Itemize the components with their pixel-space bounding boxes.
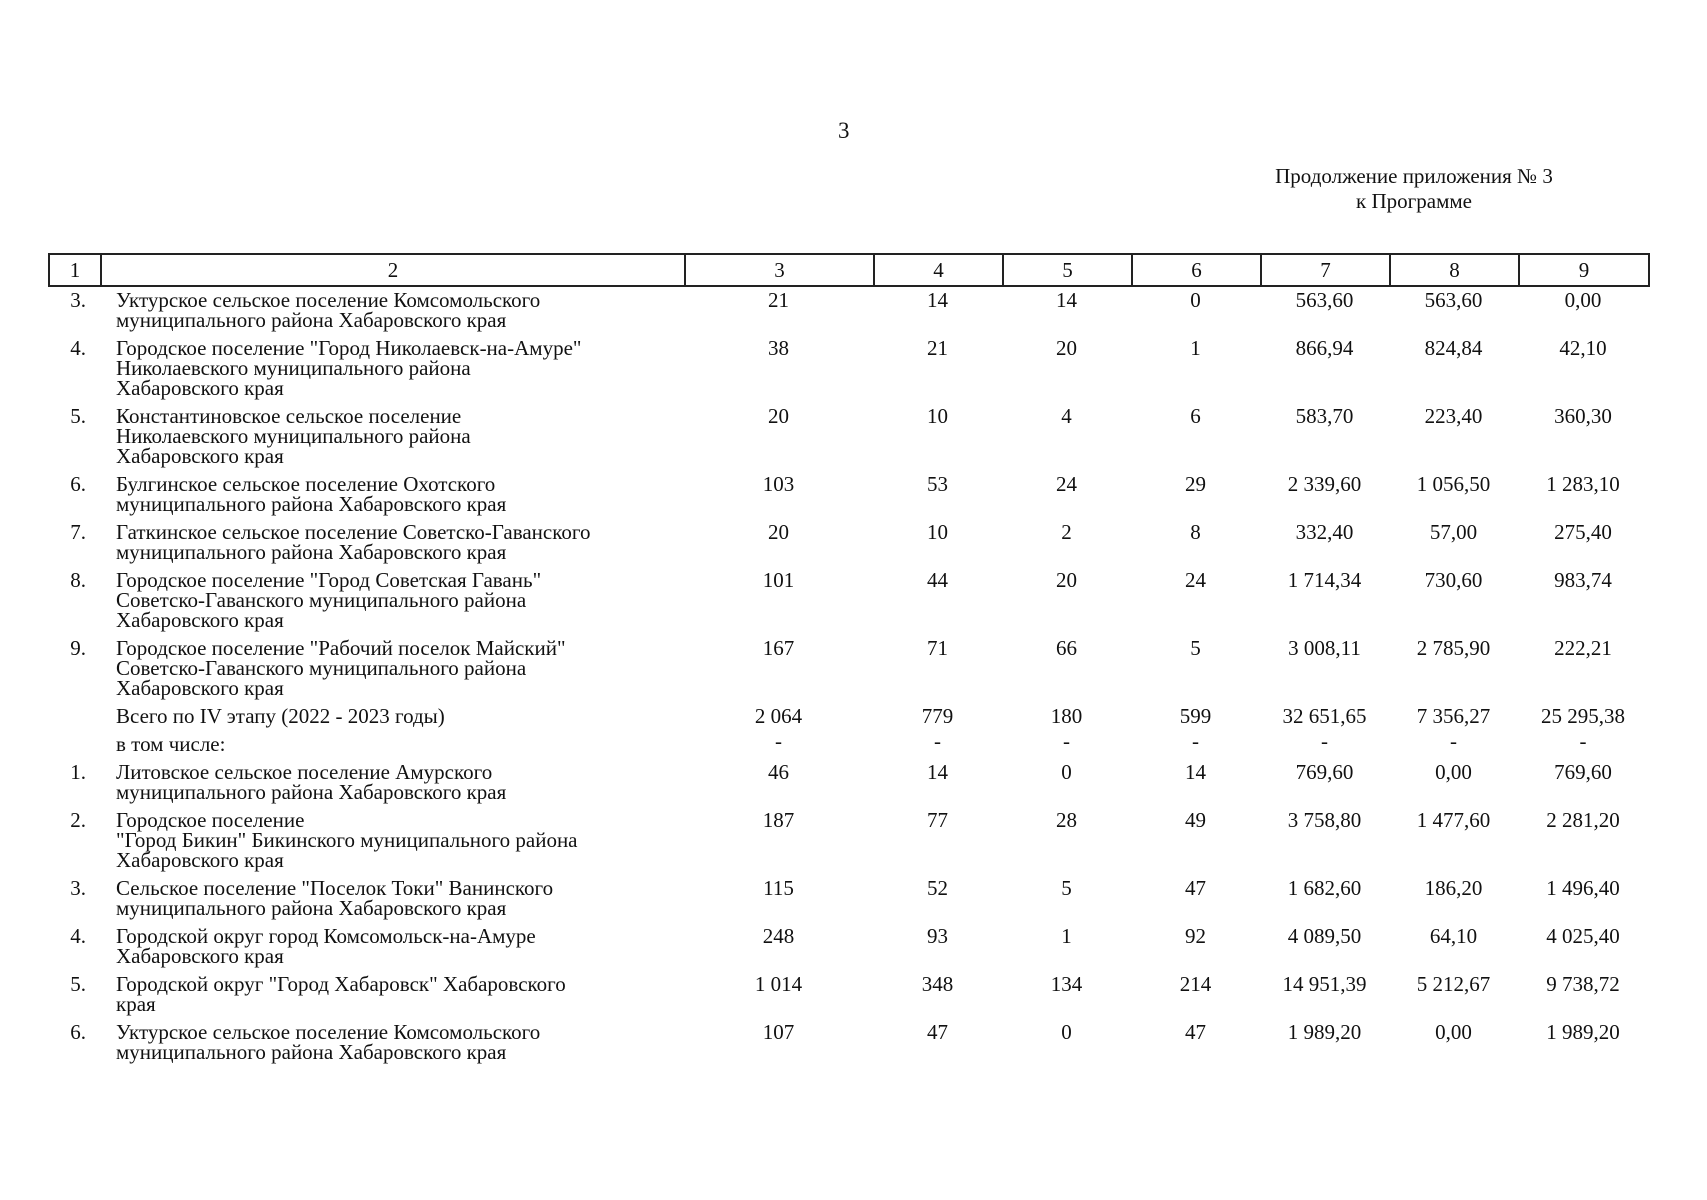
- table-row: [48, 570, 1648, 638]
- appendix-note-line2: к Программе: [1356, 189, 1472, 213]
- row-value-col3: 167: [762, 636, 795, 660]
- row-name: Сельское поселение "Поселок Токи" Ванинского муниципального района Хабаровского края: [116, 876, 554, 920]
- row-value-col7: 1 682,60: [1287, 876, 1362, 900]
- row-value-col7: 14 951,39: [1282, 972, 1367, 996]
- row-number: 6.: [70, 1020, 86, 1044]
- row-value-col6: 0: [1190, 288, 1201, 312]
- row-value-col5: 134: [1050, 972, 1083, 996]
- row-value-col6: 6: [1190, 404, 1201, 428]
- row-value-col8: 5 212,67: [1416, 972, 1491, 996]
- row-number: [48, 734, 100, 762]
- row-value-col6: 5: [1190, 636, 1201, 660]
- row-value-col3: 187: [762, 808, 795, 832]
- row-value-col7: -: [1321, 729, 1328, 753]
- row-number: 8.: [70, 568, 86, 592]
- row-value-col4: 21: [927, 336, 948, 360]
- row-value-col7: 3 008,11: [1288, 636, 1361, 660]
- row-value-col5: 20: [1056, 336, 1077, 360]
- column-header-row: [49, 254, 1649, 286]
- row-value-col4: 47: [927, 1020, 948, 1044]
- row-number: 7.: [70, 520, 86, 544]
- row-value-col8: 57,00: [1429, 520, 1478, 544]
- table-row: [48, 338, 1648, 406]
- row-value-col9: 222,21: [1554, 636, 1612, 660]
- row-value-col3: 20: [768, 404, 789, 428]
- row-value-col6: -: [1192, 729, 1199, 753]
- row-value-col4: 348: [921, 972, 954, 996]
- row-name: Городское поселение "Город Советская Гавань" Советско-Гаванского муниципального района Хабаровского края: [116, 568, 542, 632]
- row-value-col6: 24: [1185, 568, 1206, 592]
- row-value-col4: 10: [927, 404, 948, 428]
- row-value-col9: 769,60: [1554, 760, 1612, 784]
- column-header-table: [48, 253, 1650, 287]
- row-value-col8: 64,10: [1429, 924, 1478, 948]
- row-value-col4: 71: [927, 636, 948, 660]
- row-value-col8: 0,00: [1435, 760, 1472, 784]
- row-value-col9: 9 738,72: [1546, 972, 1620, 996]
- row-value-col8: 223,40: [1424, 404, 1483, 428]
- row-value-col4: 52: [927, 876, 948, 900]
- row-value-col3: 103: [762, 472, 795, 496]
- row-name: Литовское сельское поселение Амурского муниципального района Хабаровского края: [116, 760, 507, 804]
- row-name: Городской округ "Город Хабаровск" Хабаровского края: [116, 972, 566, 1016]
- row-value-col4: -: [934, 729, 941, 753]
- row-value-col8: 1 056,50: [1416, 472, 1491, 496]
- table-row: [48, 878, 1648, 926]
- table-row: [48, 290, 1648, 338]
- column-header-cell: 9: [1519, 254, 1649, 286]
- row-value-col9: 1 496,40: [1546, 876, 1620, 900]
- row-number: 1.: [70, 760, 86, 784]
- row-number: 6.: [70, 472, 86, 496]
- table-row: [48, 638, 1648, 706]
- row-value-col6: 29: [1185, 472, 1206, 496]
- row-value-col3: 1 014: [754, 972, 803, 996]
- row-value-col5: 14: [1056, 288, 1077, 312]
- row-value-col6: 8: [1190, 520, 1201, 544]
- row-value-col3: -: [775, 729, 782, 753]
- row-value-col5: 1: [1061, 924, 1072, 948]
- row-number: 3.: [70, 876, 86, 900]
- row-value-col3: 115: [763, 876, 794, 900]
- row-value-col9: 0,00: [1564, 288, 1602, 312]
- row-number: 3.: [70, 288, 86, 312]
- row-value-col9: 275,40: [1554, 520, 1612, 544]
- row-value-col5: 24: [1056, 472, 1077, 496]
- row-name: Гаткинское сельское поселение Советско-Гаванского муниципального района Хабаровского края: [116, 520, 591, 564]
- row-value-col5: 5: [1061, 876, 1072, 900]
- column-header-cell: 5: [1003, 254, 1132, 286]
- table-row: [48, 474, 1648, 522]
- table-row: [48, 734, 1648, 762]
- table-row: [48, 1022, 1648, 1070]
- page-number: 3: [838, 118, 850, 143]
- row-value-col4: 53: [927, 472, 948, 496]
- row-value-col9: -: [1579, 729, 1587, 753]
- row-value-col8: -: [1450, 729, 1457, 753]
- row-value-col5: 0: [1061, 1020, 1072, 1044]
- row-value-col7: 866,94: [1295, 336, 1354, 360]
- row-value-col8: 186,20: [1424, 876, 1483, 900]
- column-header-cell: 6: [1132, 254, 1261, 286]
- row-value-col9: 4 025,40: [1546, 924, 1620, 948]
- row-value-col4: 14: [927, 288, 948, 312]
- column-header-cell: 8: [1390, 254, 1519, 286]
- row-value-col8: 0,00: [1435, 1020, 1472, 1044]
- row-value-col8: 730,60: [1424, 568, 1483, 592]
- column-header-cell: 1: [49, 254, 101, 286]
- row-name: Городской округ город Комсомольск-на-Амуре Хабаровского края: [116, 924, 536, 968]
- column-header-cell: 2: [101, 254, 685, 286]
- row-value-col5: 0: [1061, 760, 1072, 784]
- row-value-col3: 46: [768, 760, 789, 784]
- row-value-col9: 983,74: [1554, 568, 1612, 592]
- row-value-col5: 66: [1056, 636, 1077, 660]
- row-value-col7: 4 089,50: [1287, 924, 1362, 948]
- row-value-col7: 563,60: [1295, 288, 1354, 312]
- row-number: 4.: [70, 924, 86, 948]
- row-value-col3: 38: [768, 336, 789, 360]
- row-value-col7: 1 989,20: [1287, 1020, 1362, 1044]
- row-value-col6: 49: [1185, 808, 1206, 832]
- table-row: [48, 522, 1648, 570]
- row-name: Городское поселение "Рабочий поселок Майский" Советско-Гаванского муниципального района Хабаровского края: [116, 636, 566, 700]
- row-value-col6: 47: [1185, 1020, 1206, 1044]
- row-value-col6: 92: [1185, 924, 1206, 948]
- row-value-col9: 25 295,38: [1541, 704, 1625, 728]
- table-row: [48, 762, 1648, 810]
- row-value-col3: 2 064: [754, 704, 803, 728]
- row-number: 9.: [70, 636, 86, 660]
- row-name: Всего по IV этапу (2022 - 2023 годы): [116, 704, 445, 728]
- row-value-col7: 2 339,60: [1287, 472, 1362, 496]
- data-table: [48, 290, 1648, 1070]
- row-value-col8: 563,60: [1424, 288, 1483, 312]
- row-value-col4: 77: [927, 808, 948, 832]
- table-row: [48, 706, 1648, 734]
- table-row: [48, 406, 1648, 474]
- row-name: Городское поселение "Город Николаевск-на-Амуре" Николаевского муниципального района Хабаровского края: [116, 336, 582, 400]
- row-value-col9: 2 281,20: [1546, 808, 1620, 832]
- row-value-col5: 4: [1061, 404, 1072, 428]
- row-number: 4.: [70, 336, 86, 360]
- row-value-col3: 21: [768, 288, 789, 312]
- row-name: Булгинское сельское поселение Охотского муниципального района Хабаровского края: [116, 472, 507, 516]
- row-value-col4: 14: [927, 760, 948, 784]
- table-row: [48, 810, 1648, 878]
- row-value-col5: 28: [1056, 808, 1077, 832]
- row-number: 5.: [70, 972, 86, 996]
- row-value-col9: 360,30: [1554, 404, 1612, 428]
- row-value-col3: 107: [762, 1020, 795, 1044]
- row-value-col6: 14: [1185, 760, 1206, 784]
- column-header-cell: 4: [874, 254, 1003, 286]
- row-value-col5: 20: [1056, 568, 1077, 592]
- row-value-col7: 1 714,34: [1287, 568, 1362, 592]
- row-value-col7: 32 651,65: [1282, 704, 1367, 728]
- row-value-col8: 824,84: [1424, 336, 1483, 360]
- row-value-col7: 769,60: [1295, 760, 1354, 784]
- row-value-col5: 180: [1050, 704, 1083, 728]
- row-value-col3: 248: [762, 924, 795, 948]
- row-value-col7: 332,40: [1295, 520, 1354, 544]
- row-value-col7: 3 758,80: [1287, 808, 1362, 832]
- table-row: [48, 974, 1648, 1022]
- row-value-col6: 1: [1190, 336, 1201, 360]
- row-value-col4: 10: [927, 520, 948, 544]
- row-name: Уктурское сельское поселение Комсомольского муниципального района Хабаровского края: [116, 1020, 541, 1064]
- appendix-note-line1: Продолжение приложения № 3: [1275, 164, 1553, 188]
- column-header-cell: 3: [685, 254, 874, 286]
- row-value-col4: 93: [927, 924, 948, 948]
- row-number: 5.: [70, 404, 86, 428]
- row-name: Уктурское сельское поселение Комсомольского муниципального района Хабаровского края: [116, 288, 541, 332]
- row-value-col9: 42,10: [1559, 336, 1607, 360]
- row-value-col6: 599: [1179, 704, 1212, 728]
- row-number: 2.: [70, 808, 86, 832]
- row-name: в том числе:: [116, 732, 226, 756]
- row-name: Константиновское сельское поселение Николаевского муниципального района Хабаровского края: [116, 404, 471, 468]
- row-value-col7: 583,70: [1295, 404, 1354, 428]
- row-value-col9: 1 989,20: [1546, 1020, 1620, 1044]
- row-value-col9: 1 283,10: [1546, 472, 1620, 496]
- row-value-col6: 214: [1179, 972, 1212, 996]
- row-value-col8: 7 356,27: [1416, 704, 1491, 728]
- row-value-col3: 101: [762, 568, 795, 592]
- row-value-col8: 2 785,90: [1416, 636, 1491, 660]
- row-value-col5: -: [1063, 729, 1070, 753]
- row-number: [48, 706, 100, 734]
- appendix-note: [1244, 164, 1584, 214]
- row-value-col4: 44: [927, 568, 948, 592]
- row-value-col3: 20: [768, 520, 789, 544]
- table-row: [48, 926, 1648, 974]
- column-header-cell: 7: [1261, 254, 1390, 286]
- row-value-col4: 779: [921, 704, 954, 728]
- row-value-col5: 2: [1061, 520, 1072, 544]
- row-value-col8: 1 477,60: [1416, 808, 1491, 832]
- row-name: Городское поселение "Город Бикин" Бикинского муниципального района Хабаровского края: [116, 808, 578, 872]
- row-value-col6: 47: [1185, 876, 1206, 900]
